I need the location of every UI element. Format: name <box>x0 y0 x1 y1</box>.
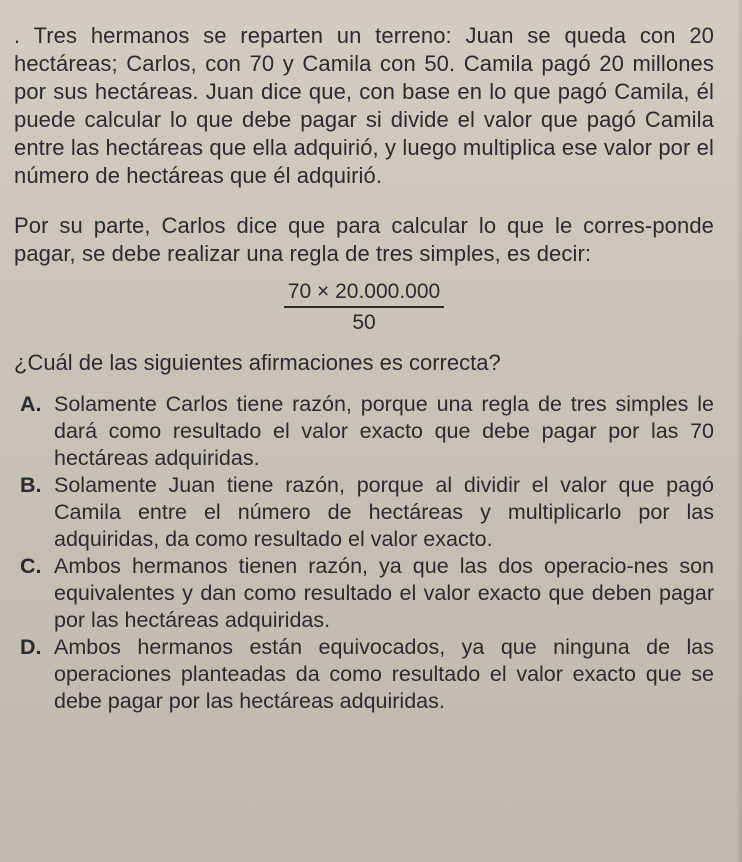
fraction <box>284 280 444 335</box>
option-text: Ambos hermanos están equivocados, ya que ninguna de las operaciones planteadas da como resultado el valor exacto que se debe pagar por las hectáreas adquiridas. <box>54 635 714 713</box>
question: ¿Cuál de las siguientes afirmaciones es correcta? <box>14 350 501 375</box>
page-edge-shadow <box>736 0 742 862</box>
option-letter: B. <box>20 473 42 497</box>
option-d[interactable] <box>14 634 714 715</box>
option-text: Ambos hermanos tienen razón, ya que las dos operacio-nes son equivalentes y dan como resultado el valor exacto que deben pagar por las hectáreas adquiridas. <box>54 554 714 632</box>
option-text: Solamente Juan tiene razón, porque al dividir el valor que pagó Camila entre el número de hectáreas y multiplicarlo por las adquiridas, da como resultado el valor exacto. <box>54 473 714 551</box>
option-letter: A. <box>20 392 42 416</box>
option-c[interactable] <box>14 553 714 634</box>
problem-statement: . Tres hermanos se reparten un terreno: Juan se queda con 20 hectáreas; Carlos, con 70 y Camila con 50. Camila pagó 20 millones por sus hectáreas. Juan dice que, con base en lo que pagó Camila, él puede calcular lo que debe pagar si divide el valor que pagó Camila entre las hectáreas que ella adquirió, y luego multiplica ese valor por el número de hectáreas que él adquirió. <box>14 23 714 188</box>
fraction-denominator: 50 <box>352 311 376 334</box>
option-text: Solamente Carlos tiene razón, porque una regla de tres simples le dará como resultado el valor exacto que debe pagar por las 70 hectáreas adquiridas. <box>54 392 714 470</box>
answer-options <box>14 391 714 715</box>
option-letter: D. <box>20 635 42 659</box>
carlos-statement: Por su parte, Carlos dice que para calcular lo que le corres-ponde pagar, se debe realizar una regla de tres simples, es decir: <box>14 213 714 266</box>
formula <box>14 280 714 335</box>
option-b[interactable] <box>14 472 714 553</box>
option-letter: C. <box>20 554 42 578</box>
fraction-numerator: 70 × 20.000.000 <box>284 280 444 308</box>
option-a[interactable] <box>14 391 714 472</box>
